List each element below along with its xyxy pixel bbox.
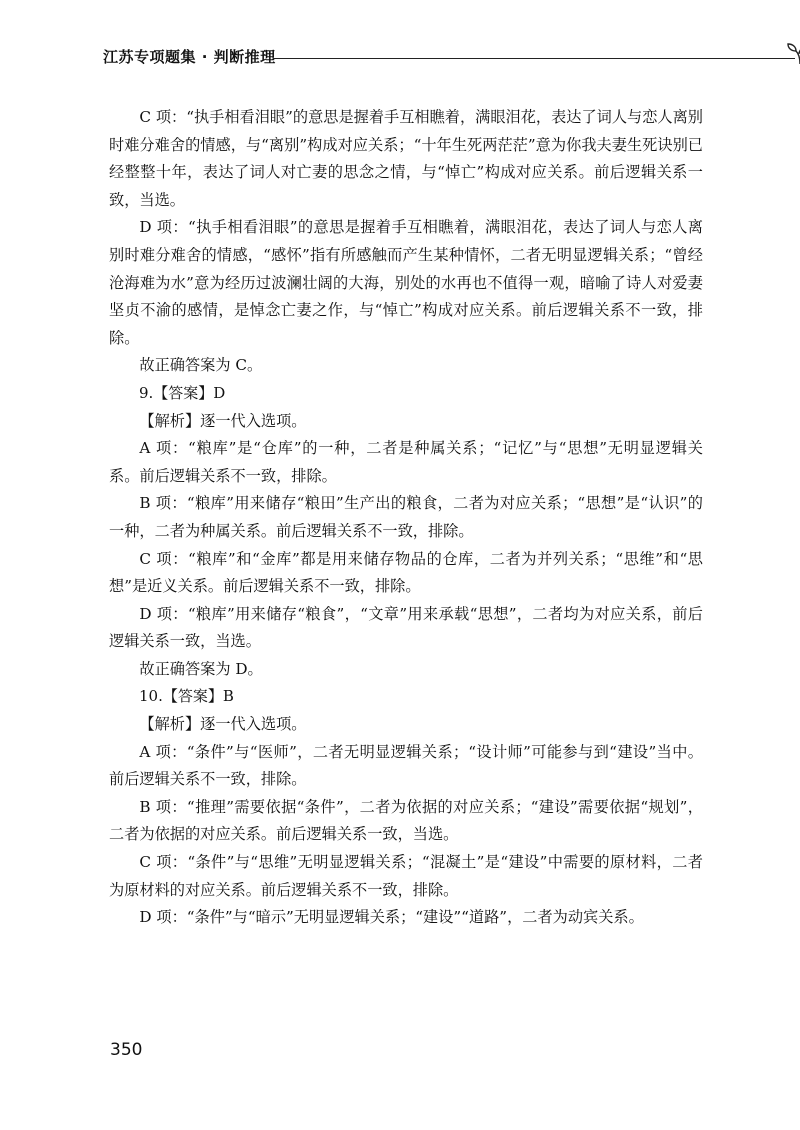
- header-title: 江苏专项题集 · 判断推理: [103, 48, 276, 66]
- analysis-9: 【解析】逐一代入选项。: [139, 411, 307, 430]
- header-rule: [273, 58, 795, 59]
- answer-10: 10.【答案】B: [139, 687, 234, 706]
- paragraph-10-option-c: C 项：“条件”与“思维”无明显逻辑关系；“混凝土”是“建设”中需要的原材料，二者为原材料的对应关系。前后逻辑关系不一致，排除。: [109, 853, 703, 899]
- paragraph-9-option-c: C 项：“粮库”和“金库”都是用来储存物品的仓库，二者为并列关系；“思维”和“思想”是近义关系。前后逻辑关系不一致，排除。: [109, 549, 703, 596]
- running-header: [103, 40, 723, 66]
- paragraph-9d: D 项：“执手相看泪眼”的意思是握着手互相瞧着，满眼泪花，表达了词人与恋人离别时难分难舍的情感，“感怀”指有所感触而产生某种情怀，二者无明显逻辑关系；“曾经沧海难为水”意为经历过波澜壮阔的大海，别处的水再也不值得一观，暗喻了诗人对爱妻坚贞不渝的感情，是悼念亡妻之作，与“悼亡”构成对应关系。前后逻辑关系不一致，排除。: [109, 218, 703, 347]
- paragraph-8-conclusion: 故正确答案为 C。: [139, 356, 263, 375]
- paragraph-9c: C 项：“执手相看泪眼”的意思是握着手互相瞧着，满眼泪花，表达了词人与恋人离别时难分难舍的情感，与“离别”构成对应关系；“十年生死两茫茫”意为你我夫妻生死诀别已经整整十年，表达了词人对亡妻的思念之情，与“悼亡”构成对应关系。前后逻辑关系一致，当选。: [109, 108, 703, 209]
- leaf-sprout-icon: [787, 42, 800, 66]
- paragraph-9-option-b: B 项：“粮库”用来储存“粮田”生产出的粮食，二者为对应关系；“思想”是“认识”的一种，二者为种属关系。前后逻辑关系不一致，排除。: [109, 494, 703, 540]
- paragraph-9-conclusion: 故正确答案为 D。: [139, 659, 263, 678]
- answer-9: 9.【答案】D: [139, 383, 226, 402]
- paragraph-10-option-b: B 项：“推理”需要依据“条件”，二者为依据的对应关系；“建设”需要依据“规划”，二者为依据的对应关系。前后逻辑关系一致，当选。: [109, 797, 703, 844]
- page-number: 350: [110, 1040, 143, 1060]
- paragraph-9-option-d: D 项：“粮库”用来储存“粮食”，“文章”用来承载“思想”，二者均为对应关系，前后逻辑关系一致，当选。: [109, 604, 703, 651]
- paragraph-10-option-d: D 项：“条件”与“暗示”无明显逻辑关系；“建设”“道路”，二者为动宾关系。: [139, 908, 644, 927]
- analysis-10: 【解析】逐一代入选项。: [139, 715, 307, 734]
- body-text: [109, 104, 703, 932]
- paragraph-9-option-a: A 项：“粮库”是“仓库”的一种，二者是种属关系；“记忆”与“思想”无明显逻辑关系。前后逻辑关系不一致，排除。: [109, 439, 703, 485]
- paragraph-10-option-a: A 项：“条件”与“医师”，二者无明显逻辑关系；“设计师”可能参与到“建设”当中。前后逻辑关系不一致，排除。: [109, 742, 703, 789]
